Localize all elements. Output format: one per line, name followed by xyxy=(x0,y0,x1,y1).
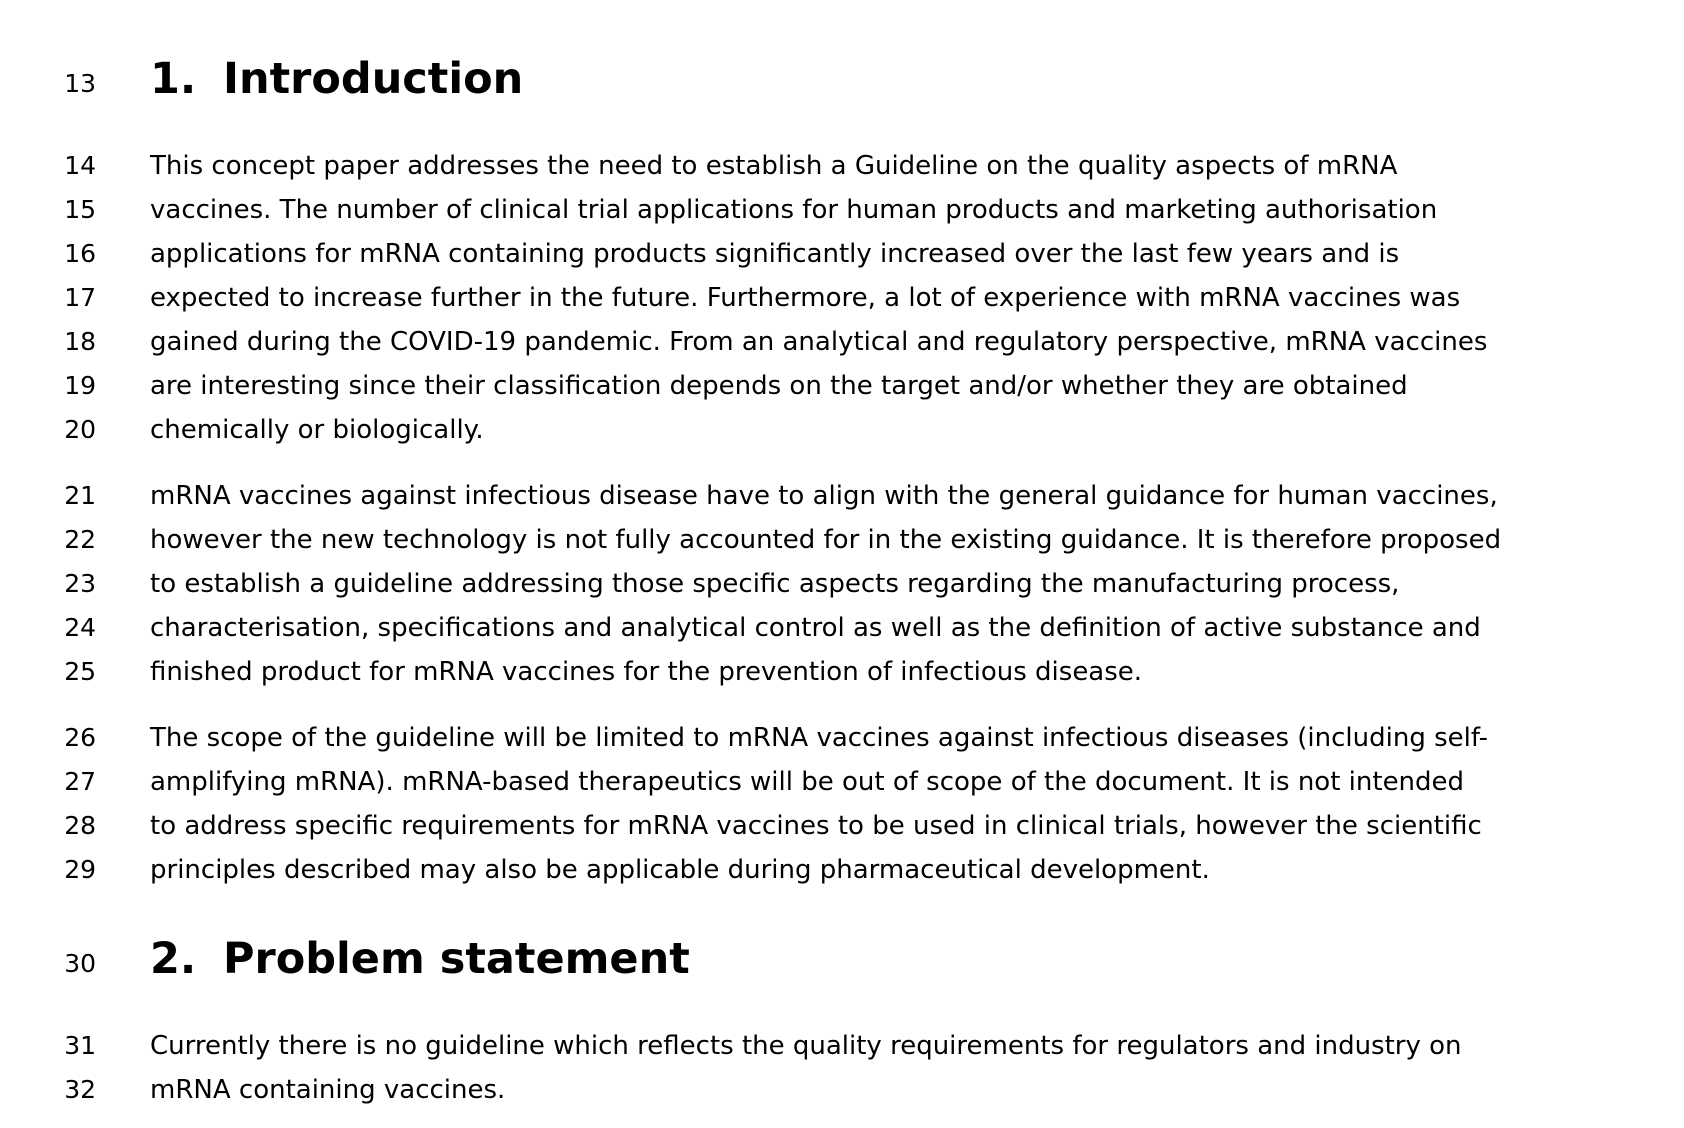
heading-text xyxy=(150,54,524,104)
line-text: characterisation, specifications and analytical control as well as the definition of active substance and xyxy=(150,613,1481,643)
line-text: principles described may also be applicable during pharmaceutical development. xyxy=(150,855,1210,885)
heading-text xyxy=(150,934,690,984)
heading-title: Problem statement xyxy=(223,934,690,984)
line-number: 13 xyxy=(64,69,96,98)
line-number: 20 xyxy=(64,415,96,444)
line-number: 24 xyxy=(64,613,96,642)
line-text: expected to increase further in the future. Furthermore, a lot of experience with mRNA vaccines was xyxy=(150,283,1461,313)
line-number: 19 xyxy=(64,371,96,400)
line-text: This concept paper addresses the need to establish a Guideline on the quality aspects of mRNA xyxy=(150,151,1398,181)
line-text: however the new technology is not fully accounted for in the existing guidance. It is therefore proposed xyxy=(150,525,1502,555)
line-number: 14 xyxy=(64,151,96,180)
line-number: 22 xyxy=(64,525,96,554)
line-number: 28 xyxy=(64,811,96,840)
heading-number: 2. xyxy=(150,934,197,984)
line-text: mRNA containing vaccines. xyxy=(150,1075,506,1105)
line-text: to establish a guideline addressing those specific aspects regarding the manufacturing process, xyxy=(150,569,1400,599)
line-text: chemically or biologically. xyxy=(150,415,484,445)
line-number: 17 xyxy=(64,283,96,312)
line-number: 23 xyxy=(64,569,96,598)
line-text: Currently there is no guideline which reflects the quality requirements for regulators and industry on xyxy=(150,1031,1462,1061)
line-number: 29 xyxy=(64,855,96,884)
line-number: 25 xyxy=(64,657,96,686)
line-text: finished product for mRNA vaccines for the prevention of infectious disease. xyxy=(150,657,1143,687)
line-number: 21 xyxy=(64,481,96,510)
line-text: amplifying mRNA). mRNA-based therapeutics will be out of scope of the document. It is not intended xyxy=(150,767,1465,797)
line-text: applications for mRNA containing products significantly increased over the last few years and is xyxy=(150,239,1400,269)
heading-number: 1. xyxy=(150,54,197,104)
line-text: mRNA vaccines against infectious disease have to align with the general guidance for human vaccines, xyxy=(150,481,1498,511)
line-text: to address specific requirements for mRNA vaccines to be used in clinical trials, however the scientific xyxy=(150,811,1482,841)
line-number: 30 xyxy=(64,949,96,978)
line-text: gained during the COVID-19 pandemic. From an analytical and regulatory perspective, mRNA vaccines xyxy=(150,327,1488,357)
line-number: 16 xyxy=(64,239,96,268)
line-number: 32 xyxy=(64,1075,96,1104)
line-text: The scope of the guideline will be limited to mRNA vaccines against infectious diseases (including self- xyxy=(150,723,1488,753)
heading-title: Introduction xyxy=(223,54,524,104)
line-number: 26 xyxy=(64,723,96,752)
line-number: 15 xyxy=(64,195,96,224)
line-number: 27 xyxy=(64,767,96,796)
line-number: 31 xyxy=(64,1031,96,1060)
line-text: vaccines. The number of clinical trial applications for human products and marketing authorisation xyxy=(150,195,1438,225)
line-number: 18 xyxy=(64,327,96,356)
line-text: are interesting since their classification depends on the target and/or whether they are obtained xyxy=(150,371,1408,401)
